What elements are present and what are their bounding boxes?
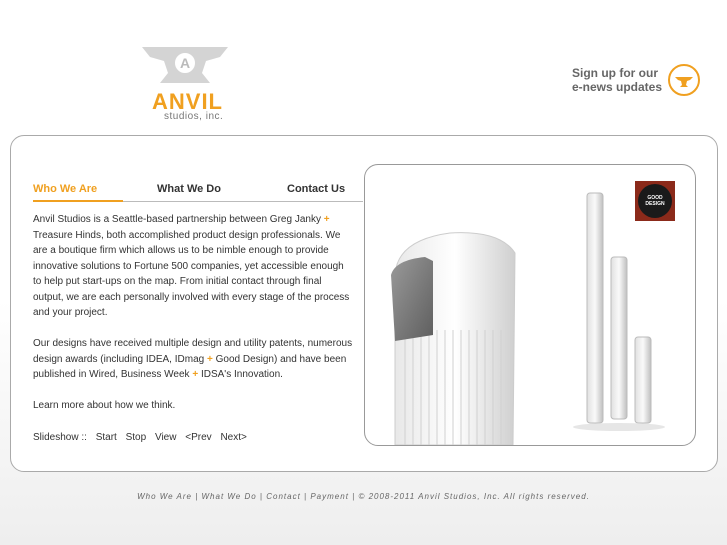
signup-line-1: Sign up for our bbox=[572, 66, 658, 80]
paragraph-1 bbox=[33, 212, 353, 321]
footer-link-what-we-do[interactable]: What We Do bbox=[201, 492, 257, 501]
tab-contact-us[interactable]: Contact Us bbox=[287, 183, 346, 195]
anvil-circle-icon bbox=[668, 64, 700, 96]
p2-text-a: Our designs have received multiple design and utility patents, numerous design awards (including IDEA, IDmag bbox=[33, 338, 353, 365]
logo-mark: A bbox=[179, 55, 191, 71]
p1-text-a: Anvil Studios is a Seattle-based partnership between Greg Janky bbox=[33, 214, 321, 225]
footer-link-who-we-are[interactable]: Who We Are bbox=[137, 492, 192, 501]
tab-what-we-do[interactable]: What We Do bbox=[157, 183, 221, 195]
footer-separator: | bbox=[256, 492, 267, 501]
footer-separator: | bbox=[300, 492, 311, 501]
paragraph-2 bbox=[33, 336, 353, 383]
slideshow-prev-button[interactable]: <Prev bbox=[185, 432, 212, 443]
p1-text-b: Treasure Hinds, both accomplished product design professionals. We are a boutique firm which allows us to be nimble enough to provide innovative solutions to Fortune 500 companies, yet accessible enough to help put start-ups on the map. From initial contact through final output, we are each personally involved with every stage of the process and your project. bbox=[33, 229, 350, 318]
slideshow-label: Slideshow :: bbox=[33, 432, 87, 443]
footer-copyright: © 2008-2011 Anvil Studios, Inc. All rights reserved. bbox=[358, 492, 590, 501]
plus-sign: + bbox=[323, 214, 330, 225]
tab-who-we-are[interactable]: Who We Are bbox=[33, 183, 98, 195]
p2-text-c: IDSA's Innovation. bbox=[200, 369, 283, 380]
slideshow-start-button[interactable]: Start bbox=[95, 432, 117, 443]
footer-link-contact[interactable]: Contact bbox=[266, 492, 301, 501]
plus-sign: + bbox=[206, 353, 213, 365]
slideshow-view-button[interactable]: View bbox=[154, 432, 177, 443]
slideshow-controls bbox=[33, 432, 253, 443]
signup-line-2: e-news updates bbox=[572, 80, 663, 94]
good-design-badge bbox=[635, 181, 675, 221]
about-text bbox=[33, 212, 353, 429]
tab-bar bbox=[33, 183, 363, 201]
badge-line-1: GOOD bbox=[647, 195, 663, 201]
paragraph-3 bbox=[33, 398, 353, 414]
anvil-logo[interactable] bbox=[140, 43, 230, 123]
footer-link-payment[interactable]: Payment bbox=[310, 492, 349, 501]
plus-sign: + bbox=[192, 369, 199, 380]
badge-line-2: DESIGN bbox=[645, 201, 665, 207]
active-tab-indicator bbox=[33, 200, 123, 202]
logo-wordmark: ANVIL bbox=[152, 89, 223, 114]
logo-subtitle: studios, inc. bbox=[164, 111, 224, 122]
learn-more-link[interactable]: Learn more about how we think. bbox=[33, 400, 176, 411]
newsletter-signup-link[interactable] bbox=[572, 64, 700, 96]
anvil-icon bbox=[140, 43, 230, 91]
good-design-seal bbox=[638, 184, 672, 218]
p2-text-b: Good Design) and have been published in Wired, Business Week bbox=[33, 353, 347, 380]
footer bbox=[0, 492, 727, 501]
footer-separator: | bbox=[191, 492, 202, 501]
slideshow-next-button[interactable]: Next> bbox=[220, 432, 247, 443]
footer-separator: | bbox=[348, 492, 359, 501]
product-image-frame bbox=[364, 164, 696, 446]
slideshow-stop-button[interactable]: Stop bbox=[125, 432, 147, 443]
signup-text bbox=[572, 66, 662, 94]
main-panel bbox=[10, 135, 718, 472]
